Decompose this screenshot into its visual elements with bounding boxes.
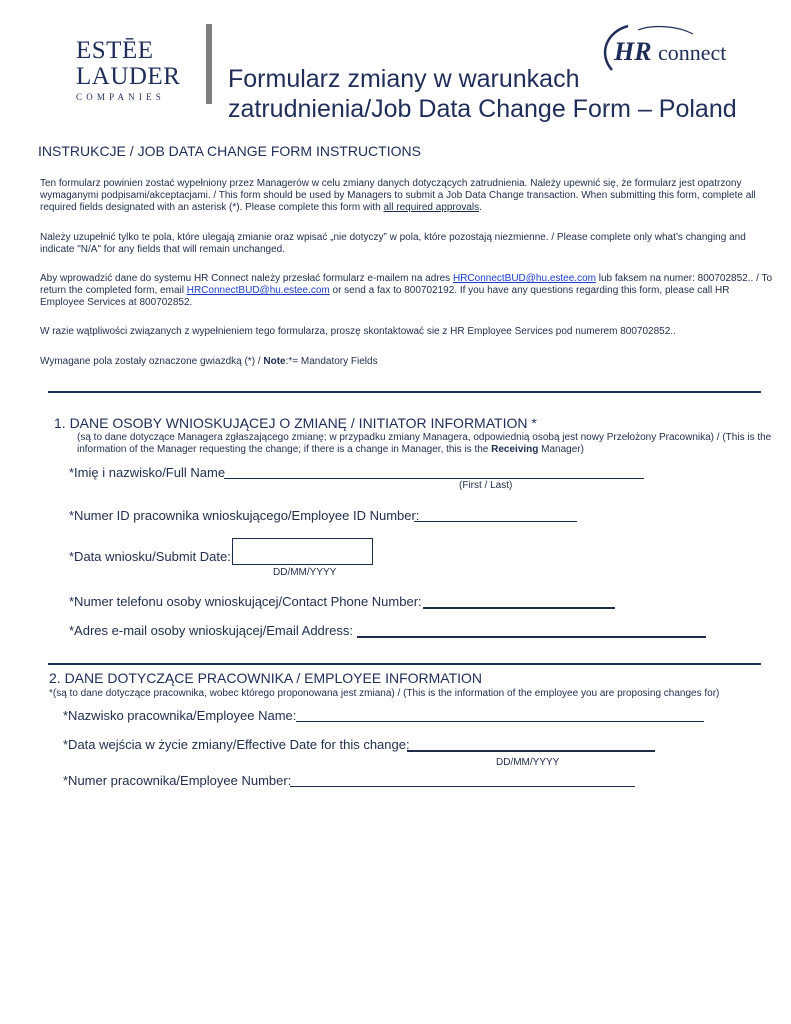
section1-subtext — [77, 432, 772, 456]
section2-heading: 2. DANE DOTYCZĄCE PRACOWNIKA / EMPLOYEE INFORMATION — [49, 670, 483, 686]
employee-name-field[interactable] — [296, 706, 704, 722]
hr-logo-hr: HR — [614, 37, 652, 66]
section2-subtext: *(są to dane dotyczące pracownika, wobec którego proponowana jest zmiana) / (This is the information of the employee you are proposing changes for) — [49, 688, 720, 699]
mandatory-note — [40, 356, 775, 368]
logo-line1: ESTĒE — [76, 37, 154, 64]
p3-text-b: lub faksem na numer: 800702852.. / To return the completed form, email — [40, 273, 773, 296]
header-divider — [206, 24, 212, 104]
initiator-id-field[interactable] — [414, 506, 577, 522]
instructions-heading: INSTRUKCJE / JOB DATA CHANGE FORM INSTRUCTIONS — [38, 143, 421, 159]
title-line2: zatrudnienia/Job Data Change Form – Poland — [228, 95, 737, 123]
logo-line2: LAUDER — [76, 63, 181, 90]
instructions-paragraph-4: W razie wątpliwości związanych z wypełnieniem tego formularza, proszę skontaktować sie z HR Employee Services pod numerem 800702852.. — [40, 326, 676, 337]
email-link-1[interactable]: HRConnectBUD@hu.estee.com — [452, 273, 596, 284]
section-divider-2 — [48, 663, 761, 665]
initiator-email-field[interactable] — [357, 621, 706, 638]
logo-line3: COMPANIES — [76, 92, 165, 102]
p3-text-c: or send a fax to 800702192. If you have any questions regarding this form, please call HR Employee Services at 800702852. — [40, 285, 730, 308]
effective-date-field[interactable] — [407, 735, 655, 752]
section1-sub-b: Manager) — [538, 444, 584, 455]
initiator-id-label: *Numer ID pracownika wnioskującego/Employee ID Number: — [69, 508, 420, 523]
hr-logo-connect: connect — [658, 40, 727, 65]
section-divider-1 — [48, 391, 761, 393]
initiator-name-hint: (First / Last) — [459, 480, 513, 491]
section1-heading: 1. DANE OSOBY WNIOSKUJĄCEJ O ZMIANĘ / INITIATOR INFORMATION * — [54, 415, 537, 431]
instructions-paragraph-1 — [40, 178, 775, 214]
employee-name-label: *Nazwisko pracownika/Employee Name: — [63, 708, 297, 723]
initiator-name-field[interactable] — [224, 463, 644, 479]
employee-number-label: *Numer pracownika/Employee Number: — [63, 773, 292, 788]
p1-approvals: all required approvals — [383, 202, 480, 213]
contact-phone-label: *Numer telefonu osoby wnioskującej/Contact Phone Number: — [69, 594, 422, 609]
initiator-email-label: *Adres e-mail osoby wnioskującej/Email Address: — [69, 623, 353, 638]
instructions-paragraph-3 — [40, 273, 775, 309]
effective-date-label: *Data wejścia w życie zmiany/Effective Date for this change: — [63, 737, 410, 752]
p3-text-a: Aby wprowadzić dane do systemu HR Connect należy przesłać formularz e-mailem na adres — [40, 273, 453, 284]
p5-text-a: Wymagane pola zostały oznaczone gwiazdką (*) / — [40, 356, 264, 367]
submit-date-label: *Data wniosku/Submit Date: — [69, 549, 231, 564]
p5-text-b: :*= Mandatory Fields — [285, 356, 378, 367]
submit-date-field[interactable] — [232, 538, 373, 565]
email-link-2[interactable]: HRConnectBUD@hu.estee.com — [186, 285, 330, 296]
submit-date-hint: DD/MM/YYYY — [273, 567, 337, 578]
section1-sub-bold: Receiving — [491, 444, 539, 455]
title-line1: Formularz zmiany w warunkach — [228, 65, 580, 93]
initiator-name-label: *Imię i nazwisko/Full Name — [69, 465, 226, 480]
p5-note: Note — [263, 356, 286, 367]
p1-text: Ten formularz powinien zostać wypełniony przez Managerów w celu zmiany danych dotyczących zatrudnienia. Należy upewnić się, że formularz jest opatrzony wymaganymi podpisami/akceptacjami. / This form should be used by Managers to submit a Job Data Change transaction. When submitting this form, complete all required fields designated with an asterisk (*). Please complete this form with — [40, 178, 756, 213]
section1-sub-a: (są to dane dotyczące Managera zgłaszającego zmianę; w przypadku zmiany Managera, odpowiednią osobą jest nowy Przełożony Pracownika) / (This is the information of the Manager requesting the change; if there is a change in Manager, this is the — [77, 432, 772, 455]
estee-lauder-logo — [76, 38, 180, 102]
employee-number-field[interactable] — [290, 771, 635, 787]
hr-connect-logo — [598, 24, 763, 74]
instructions-paragraph-2: Należy uzupełnić tylko te pola, które ulegają zmianie oraz wpisać „nie dotyczy” w pola, które pozostają niezmienne. / Please complete only what’s changing and indicate "N/A" for any fields that will remain unchanged. — [40, 232, 746, 255]
contact-phone-field[interactable] — [423, 592, 615, 609]
p1-end: . — [479, 202, 482, 213]
effective-date-hint: DD/MM/YYYY — [496, 757, 560, 768]
